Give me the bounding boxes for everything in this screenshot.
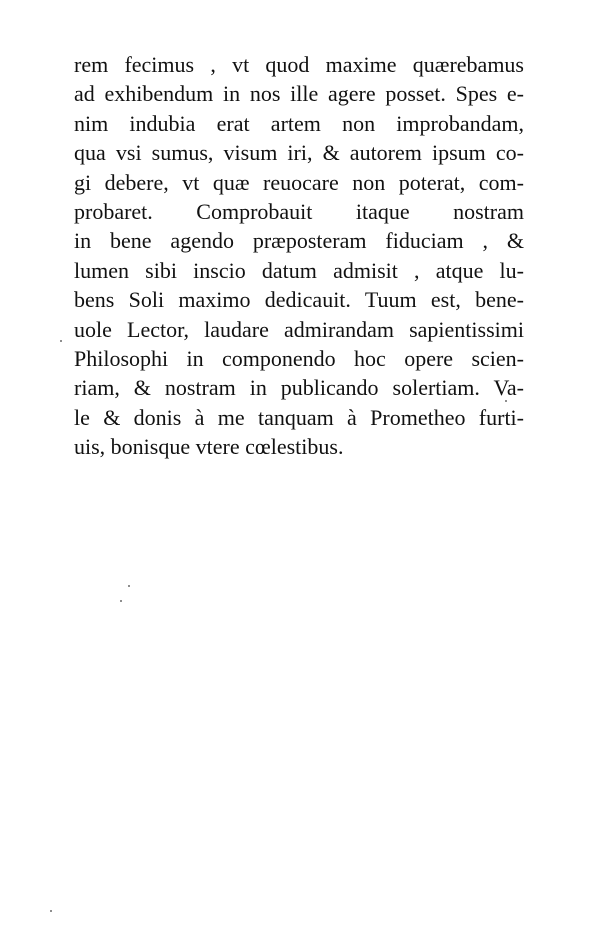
text-line: lumen sibi inscio datum admisit , atque lu-: [74, 257, 524, 283]
text-line: uole Lector, laudare admirandam sapientissimi: [74, 316, 524, 342]
text-line: Philosophi in componendo hoc opere scien-: [74, 345, 524, 371]
body-text: [74, 50, 524, 461]
ink-speck: [120, 600, 122, 602]
text-line: uis, bonisque vtere cœlestibus.: [74, 434, 344, 460]
text-line: nim indubia erat artem non improbandam,: [74, 110, 524, 136]
text-line: probaret. Comprobauit itaque nostram: [74, 198, 524, 224]
text-line: in bene agendo præposteram fiduciam , &: [74, 228, 524, 254]
text-line: gi debere, vt quæ reuocare non poterat, com-: [74, 169, 524, 195]
text-line: le & donis à me tanquam à Prometheo furti-: [74, 404, 524, 430]
ink-speck: [50, 910, 52, 912]
text-line: ad exhibendum in nos ille agere posset. Spes e-: [74, 81, 524, 107]
text-line: qua vsi sumus, visum iri, & autorem ipsum co-: [74, 140, 524, 166]
text-line: bens Soli maximo dedicauit. Tuum est, bene-: [74, 287, 524, 313]
ink-speck: [128, 585, 130, 587]
text-line: rem fecimus , vt quod maxime quærebamus: [74, 52, 524, 77]
ink-speck: [505, 400, 507, 402]
ink-speck: [60, 340, 62, 342]
text-line: riam, & nostram in publicando solertiam. Va-: [74, 375, 524, 401]
